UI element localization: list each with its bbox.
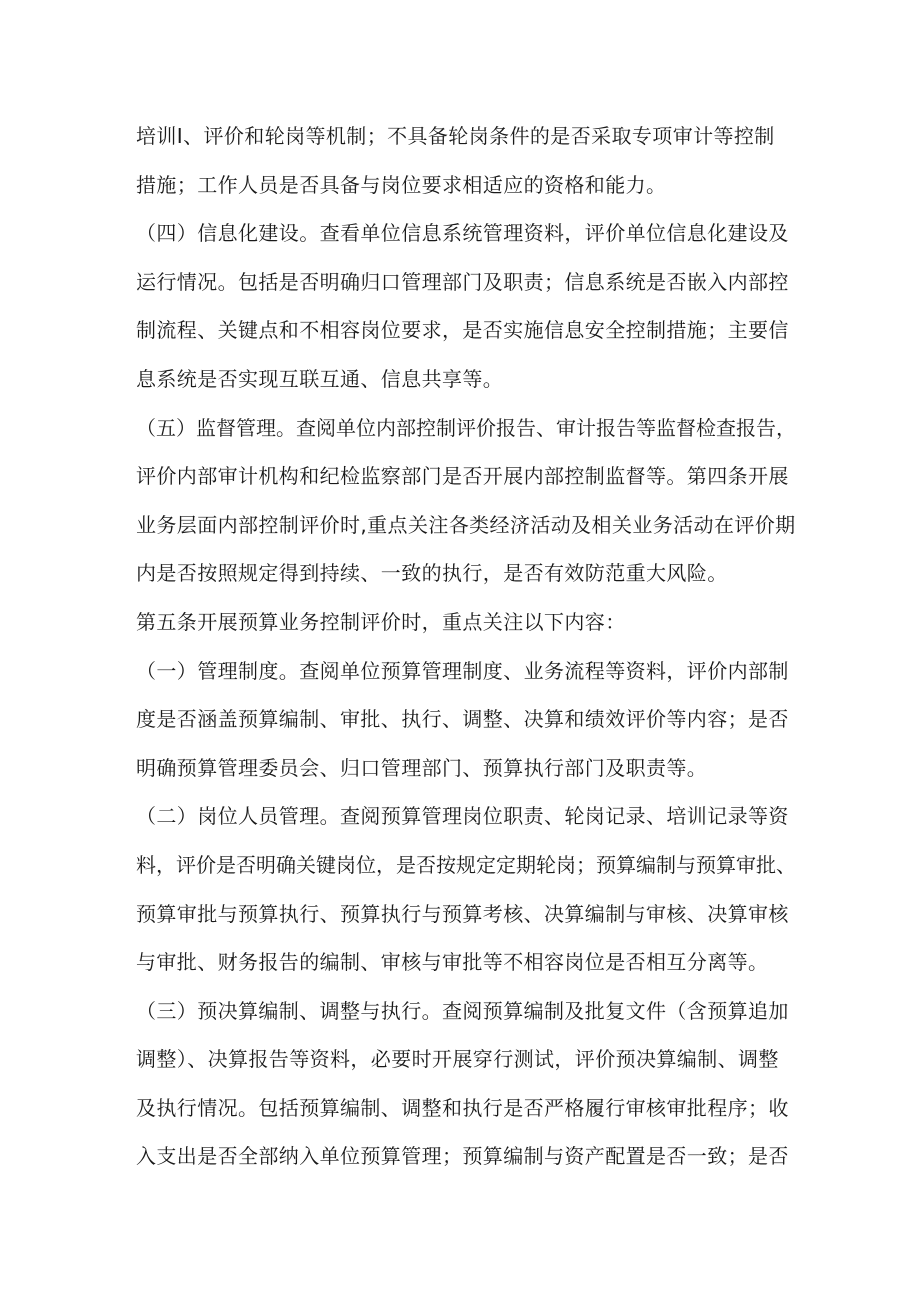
text-line: 调整）、决算报告等资料，必要时开展穿行测试，评价预决算编制、调整 (136, 1047, 779, 1072)
text-line: （五）监督管理。查阅单位内部控制评价报告、审计报告等监督检查报告， (136, 415, 796, 440)
text-line: 息系统是否实现互联互通、信息共享等。 (136, 366, 504, 391)
text-line: 及执行情况。包括预算编制、调整和执行是否严格履行审核审批程序；收 (136, 1095, 789, 1120)
text-line: 内是否按照规定得到持续、一致的执行，是否有效防范重大风险。 (136, 561, 728, 586)
text-line: （一）管理制度。查阅单位预算管理制度、业务流程等资料，评价内部制 (136, 658, 789, 683)
text-line: 运行情况。包括是否明确归口管理部门及职责；信息系统是否嵌入内部控 (136, 269, 789, 294)
document-body (136, 112, 796, 1181)
text-line: 与审批、财务报告的编制、审核与审批等不相容岗位是否相互分离等。 (136, 950, 769, 975)
text-line: 培训I、评价和轮岗等机制；不具备轮岗条件的是否采取专项审计等控制 (136, 124, 775, 148)
text-line: 料，评价是否明确关键岗位，是否按规定定期轮岗；预算编制与预算审批、 (136, 852, 796, 877)
text-line: （三）预决算编制、调整与执行。查阅预算编制及批复文件（含预算追加 (136, 998, 789, 1023)
text-line: 预算审批与预算执行、预算执行与预算考核、决算编制与审核、决算审核 (136, 901, 789, 926)
text-line: 第五条开展预算业务控制评价时，重点关注以下内容： (136, 609, 626, 634)
text-line: 业务层面内部控制评价时,重点关注各类经济活动及相关业务活动在评价期 (136, 512, 796, 537)
text-line: 入支出是否全部纳入单位预算管理；预算编制与资产配置是否一致；是否 (136, 1144, 789, 1169)
text-line: 评价内部审计机构和纪检监察部门是否开展内部控制监督等。第四条开展 (136, 464, 789, 489)
text-line: （四）信息化建设。查看单位信息系统管理资料，评价单位信息化建设及 (136, 221, 789, 246)
text-line: （二）岗位人员管理。查阅预算管理岗位职责、轮岗记录、培训记录等资 (136, 804, 789, 829)
text-line: 度是否涵盖预算编制、审批、执行、调整、决算和绩效评价等内容；是否 (136, 707, 789, 732)
text-line: 措施；工作人员是否具备与岗位要求相适应的资格和能力。 (136, 172, 667, 197)
text-line: 明确预算管理委员会、归口管理部门、预算执行部门及职责等。 (136, 755, 708, 780)
text-line: 制流程、关键点和不相容岗位要求，是否实施信息安全控制措施；主要信 (136, 318, 789, 343)
